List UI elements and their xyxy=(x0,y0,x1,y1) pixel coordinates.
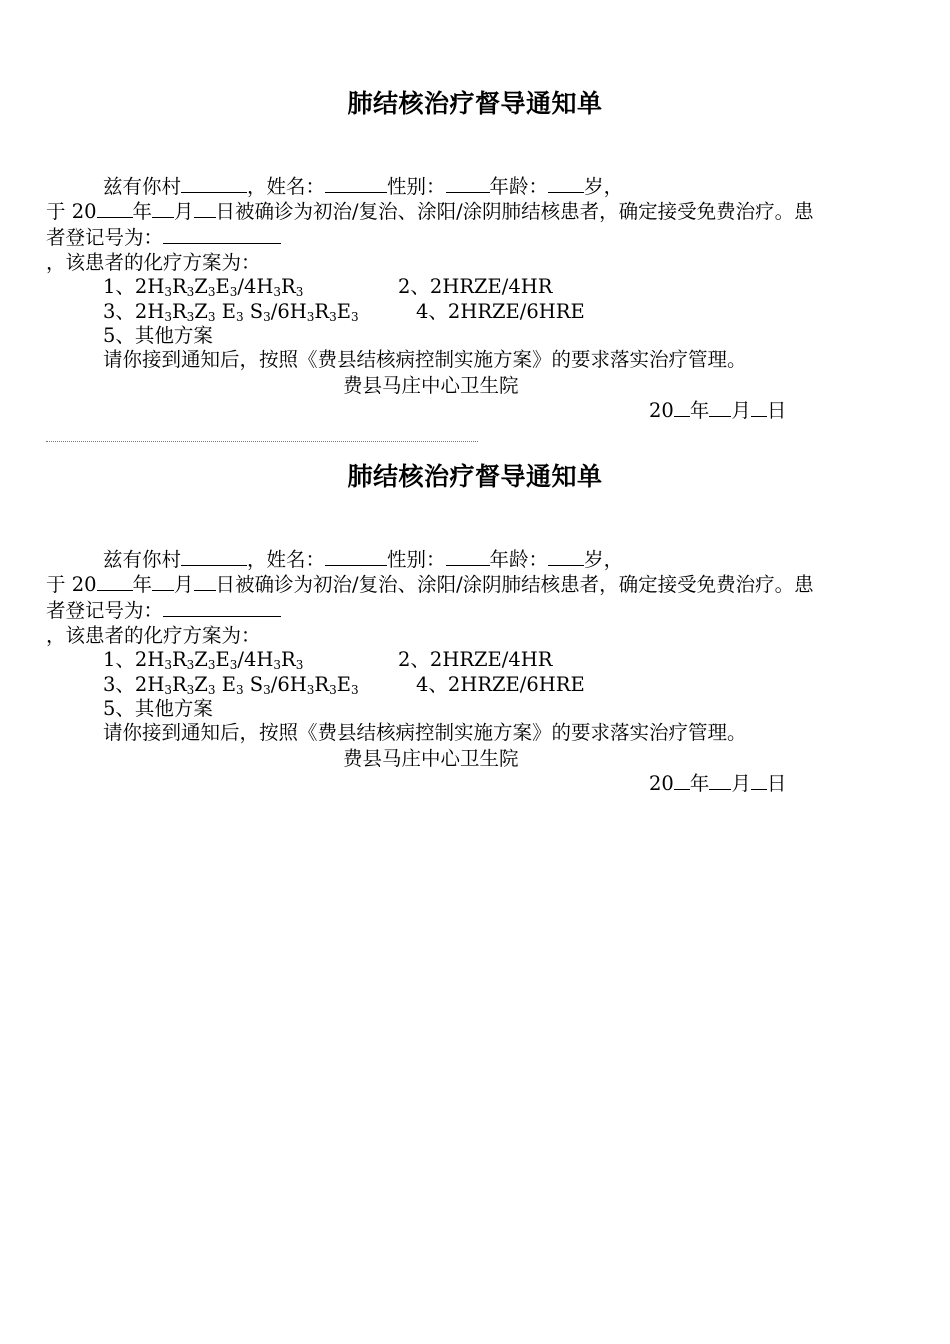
village-blank[interactable] xyxy=(181,175,247,193)
month-label: 月 xyxy=(174,573,194,596)
regimen-option-2: 2、2HRZE/4HR xyxy=(398,275,553,298)
regimen-3-mid: S xyxy=(249,673,264,696)
year-label: 年 xyxy=(132,200,153,223)
regimen-intro: ，该患者的化疗方案为： xyxy=(46,624,261,647)
age-label: 年龄： xyxy=(489,175,549,198)
regimen-3-suffix: /6H xyxy=(270,673,307,696)
regimen-option-4: 4、2HRZE/6HRE xyxy=(416,300,585,323)
diagnosis-day-blank[interactable] xyxy=(194,573,216,591)
issue-date xyxy=(649,771,786,797)
regimen-1-prefix: 1、2H xyxy=(103,648,165,671)
instruction-text: 请你接到通知后，按照《费县结核病控制实施方案》的要求落实治疗管理。 xyxy=(103,721,747,744)
regimen-3-mid: S xyxy=(249,300,264,323)
regimen-option-1: 1、$2H_3R_3Z_3E_3/4H_3R_3$ xyxy=(103,275,304,299)
name-blank[interactable] xyxy=(325,175,387,193)
regimen-option-3: 3、$2H_3R_3Z_3$ $E_3$ $S_3/6H_3R_3E_3$ xyxy=(103,673,359,697)
diagnosis-month-blank[interactable] xyxy=(152,200,174,218)
date-year-label: 年 xyxy=(689,772,710,795)
regimen-3-prefix: 3、2H xyxy=(103,673,165,696)
year-prefix: 于 20 xyxy=(46,573,97,596)
diagnosis-text: 日被确诊为初治/复治、涂阳/涂阴肺结核患者，确定接受免费治疗。患 xyxy=(215,573,814,596)
sex-blank[interactable] xyxy=(446,548,490,566)
age-unit: 岁， xyxy=(584,548,624,571)
date-day-blank[interactable] xyxy=(751,772,767,790)
form-title: 肺结核治疗督导通知单 xyxy=(347,89,603,118)
regimen-1-suffix: /4H xyxy=(237,648,274,671)
regimen-option-3: 3、$2H_3R_3Z_3$ $E_3$ $S_3/6H_3R_3E_3$ xyxy=(103,300,359,324)
cut-line-divider xyxy=(46,441,478,442)
age-unit: 岁， xyxy=(584,175,624,198)
date-month-blank[interactable] xyxy=(709,772,731,790)
village-blank[interactable] xyxy=(181,548,247,566)
diagnosis-year-blank[interactable] xyxy=(97,200,133,218)
year-label: 年 xyxy=(132,573,153,596)
diagnosis-line xyxy=(46,199,814,225)
age-blank[interactable] xyxy=(548,175,584,193)
issue-date xyxy=(649,398,786,424)
regimen-3-suffix: /6H xyxy=(270,300,307,323)
registration-blank[interactable] xyxy=(163,226,281,244)
date-month-label: 月 xyxy=(731,399,751,422)
patient-info-line xyxy=(103,547,623,573)
regimen-option-4: 4、2HRZE/6HRE xyxy=(416,673,585,696)
issuer-name: 费县马庄中心卫生院 xyxy=(343,747,519,770)
registration-line xyxy=(46,598,281,624)
diagnosis-month-blank[interactable] xyxy=(152,573,174,591)
date-day-label: 日 xyxy=(766,399,787,422)
regimen-1-prefix: 1、2H xyxy=(103,275,165,298)
date-year-blank[interactable] xyxy=(674,399,690,417)
name-blank[interactable] xyxy=(325,548,387,566)
diagnosis-line xyxy=(46,572,814,598)
village-label: 兹有你村 xyxy=(103,548,182,571)
diagnosis-day-blank[interactable] xyxy=(194,200,216,218)
date-year-blank[interactable] xyxy=(674,772,690,790)
registration-label: 者登记号为： xyxy=(46,226,164,249)
age-label: 年龄： xyxy=(489,548,549,571)
diagnosis-text: 日被确诊为初治/复治、涂阳/涂阴肺结核患者，确定接受免费治疗。患 xyxy=(215,200,814,223)
month-label: 月 xyxy=(174,200,194,223)
date-prefix: 20 xyxy=(649,399,674,422)
regimen-1-suffix: /4H xyxy=(237,275,274,298)
regimen-option-5: 5、其他方案 xyxy=(103,697,213,720)
sex-blank[interactable] xyxy=(446,175,490,193)
regimen-option-1: 1、$2H_3R_3Z_3E_3/4H_3R_3$ xyxy=(103,648,304,672)
diagnosis-year-blank[interactable] xyxy=(97,573,133,591)
sex-label: 性别： xyxy=(387,175,446,198)
regimen-option-2: 2、2HRZE/4HR xyxy=(398,648,553,671)
date-month-blank[interactable] xyxy=(709,399,731,417)
date-prefix: 20 xyxy=(649,772,674,795)
sex-label: 性别： xyxy=(387,548,446,571)
patient-info-line xyxy=(103,174,623,200)
regimen-intro: ，该患者的化疗方案为： xyxy=(46,251,261,274)
registration-blank[interactable] xyxy=(163,599,281,617)
regimen-3-prefix: 3、2H xyxy=(103,300,165,323)
regimen-option-5: 5、其他方案 xyxy=(103,324,213,347)
registration-line xyxy=(46,225,281,251)
date-year-label: 年 xyxy=(689,399,710,422)
year-prefix: 于 20 xyxy=(46,200,97,223)
date-month-label: 月 xyxy=(731,772,751,795)
instruction-text: 请你接到通知后，按照《费县结核病控制实施方案》的要求落实治疗管理。 xyxy=(103,348,747,371)
date-day-label: 日 xyxy=(766,772,787,795)
name-label: ，姓名： xyxy=(247,175,326,198)
age-blank[interactable] xyxy=(548,548,584,566)
form-title: 肺结核治疗督导通知单 xyxy=(347,462,603,491)
village-label: 兹有你村 xyxy=(103,175,182,198)
issuer-name: 费县马庄中心卫生院 xyxy=(343,374,519,397)
date-day-blank[interactable] xyxy=(751,399,767,417)
registration-label: 者登记号为： xyxy=(46,599,164,622)
name-label: ，姓名： xyxy=(247,548,326,571)
